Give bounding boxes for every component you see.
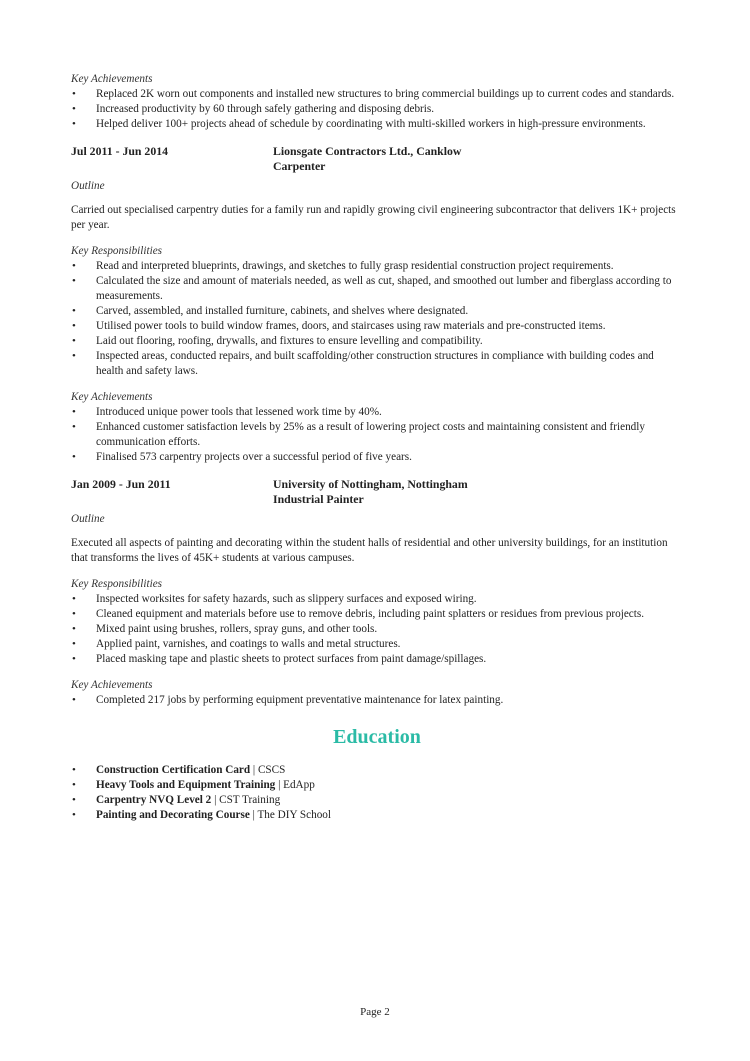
education-item: [71, 763, 683, 778]
education-course: Heavy Tools and Equipment Training: [96, 779, 276, 791]
page-number: Page 2: [360, 1006, 390, 1018]
list-item: • Calculated the size and amount of materials needed, as well as cut, shaped, and smoothed out lumber and fiberglass according to measurements.: [71, 274, 683, 304]
education-separator: |: [275, 779, 284, 791]
list-item: • Utilised power tools to build window frames, doors, and staircases using raw materials and pre-constructed items.: [71, 319, 683, 334]
list-item: • Inspected worksites for safety hazards, such as slippery surfaces and exposed wiring.: [71, 592, 683, 607]
outline-label: Outline: [71, 513, 105, 525]
key-achievements-label: Key Achievements: [71, 679, 153, 691]
education-heading: Education: [333, 726, 421, 748]
key-responsibilities-label: Key Responsibilities: [71, 245, 163, 257]
job-role: Industrial Painter: [273, 492, 364, 506]
outline-text: Executed all aspects of painting and decorating within the student halls of residential and other university buildings, for an institution that transforms the lives of 45K+ students at various campuses.: [71, 537, 668, 564]
education-course: Construction Certification Card: [96, 764, 251, 776]
achievements-list: [71, 87, 683, 132]
list-item: • Enhanced customer satisfaction levels by 25% as a result of lowering project costs and maintaining consistent and friendly communication efforts.: [71, 420, 683, 450]
list-item: • Helped deliver 100+ projects ahead of schedule by coordinating with multi-skilled workers in high-pressure environments.: [71, 117, 683, 132]
list-item: • Laid out flooring, roofing, drywalls, and fixtures to ensure levelling and compatibility.: [71, 334, 683, 349]
job-header: [71, 144, 683, 174]
list-item: • Placed masking tape and plastic sheets to protect surfaces from paint damage/spillages.: [71, 652, 683, 667]
outline-label: Outline: [71, 180, 105, 192]
responsibilities-list: [71, 592, 683, 667]
education-separator: |: [250, 764, 258, 776]
job-dates: Jan 2009 - Jun 2011: [71, 477, 171, 491]
education-provider: EdApp: [283, 779, 315, 791]
key-responsibilities-label: Key Responsibilities: [71, 578, 163, 590]
job-organisation: Lionsgate Contractors Ltd., Canklow: [273, 144, 462, 158]
list-item: • Cleaned equipment and materials before use to remove debris, including paint splatters or residues from previous projects.: [71, 607, 683, 622]
list-item: • Increased productivity by 60 through safely gathering and disposing debris.: [71, 102, 683, 117]
list-item: • Applied paint, varnishes, and coatings to walls and metal structures.: [71, 637, 683, 652]
education-item: [71, 778, 683, 793]
responsibilities-list: [71, 259, 683, 379]
job-role: Carpenter: [273, 159, 326, 173]
list-item: • Replaced 2K worn out components and installed new structures to bring commercial buildings up to current codes and standards.: [71, 87, 683, 102]
education-course: Painting and Decorating Course: [96, 809, 250, 821]
job-header: [71, 477, 683, 507]
list-item: • Carved, assembled, and installed furniture, cabinets, and shelves where designated.: [71, 304, 683, 319]
education-list: [71, 763, 683, 823]
list-item: • Inspected areas, conducted repairs, and built scaffolding/other construction structures in compliance with building codes and health and safety laws.: [71, 349, 683, 379]
education-provider: CSCS: [257, 764, 286, 776]
list-item: • Read and interpreted blueprints, drawings, and sketches to fully grasp residential construction project requirements.: [71, 259, 683, 274]
job-organisation: University of Nottingham, Nottingham: [273, 477, 468, 491]
outline-text: Carried out specialised carpentry duties for a family run and rapidly growing civil engineering subcontractor that delivers 1K+ projects per year.: [71, 204, 676, 231]
education-item: [71, 793, 683, 808]
list-item: • Finalised 573 carpentry projects over a successful period of five years.: [71, 450, 683, 465]
achievements-list: [71, 405, 683, 465]
education-separator: |: [249, 809, 258, 821]
achievements-list: [71, 693, 683, 708]
education-provider: CST Training: [219, 794, 281, 806]
key-achievements-label: Key Achievements: [71, 391, 153, 403]
education-course: Carpentry NVQ Level 2: [96, 794, 212, 806]
education-item: [71, 808, 683, 823]
list-item: • Mixed paint using brushes, rollers, spray guns, and other tools.: [71, 622, 683, 637]
list-item: • Completed 217 jobs by performing equipment preventative maintenance for latex painting.: [71, 693, 683, 708]
education-provider: The DIY School: [257, 809, 332, 821]
key-achievements-label: Key Achievements: [71, 73, 153, 85]
list-item: • Introduced unique power tools that lessened work time by 40%.: [71, 405, 683, 420]
education-separator: |: [211, 794, 220, 806]
resume-page: [71, 72, 683, 823]
job-dates: Jul 2011 - Jun 2014: [71, 144, 169, 158]
